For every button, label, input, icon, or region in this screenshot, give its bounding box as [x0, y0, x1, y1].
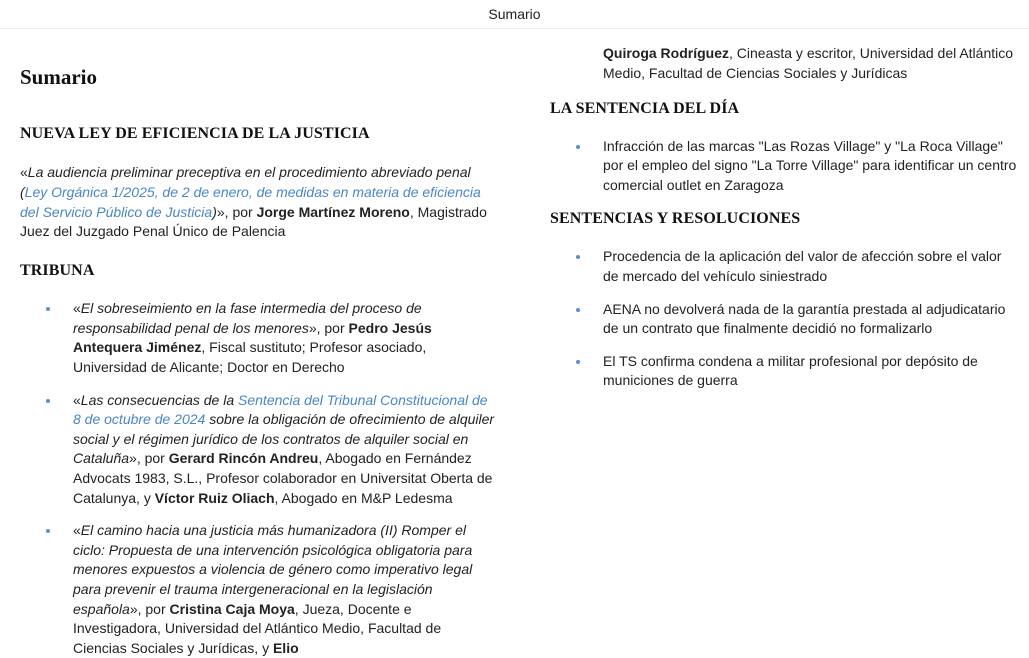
list-item[interactable]: Infracción de las marcas "Las Rozas Village" y "La Roca Village" por el empleo del signo "La Torre Village" para identificar un centro comercial outlet en Zaragoza: [550, 137, 1020, 196]
section-heading: NUEVA LEY DE EFICIENCIA DE LA JUSTICIA: [20, 125, 370, 142]
column-continuation: Quiroga Rodríguez, Cineasta y escritor, Universidad del Atlántico Medio, Facultad de Ciencias Sociales y Jurídicas: [603, 45, 1014, 81]
author-name: Quiroga Rodríguez: [603, 45, 729, 61]
article-title: La audiencia preliminar preceptiva en el procedimiento abreviado penal (: [20, 164, 471, 200]
author-name: Pedro Jesús Antequera Jiménez: [73, 319, 432, 356]
section-sentencias: [550, 210, 1020, 391]
section-heading: TRIBUNA: [20, 262, 95, 280]
list-item: «Las consecuencias de la Sentencia del Tribunal Constitucional de 8 de octubre de 2024 sobre la obligación de ofrecimiento de alquiler social y el régimen jurídico de los contratos de alquiler social en Cataluña», por Gerard Rincón Andreu, Abogado en Fernández Advocats 1983, S.L., Profesor colaborador en Universitat Oberta de Catalunya, y Víctor Ruiz Oliach, Abogado en M&P Ledesma: [20, 391, 495, 509]
list-item: «El camino hacia una justicia más humanizadora (II) Romper el ciclo: Propuesta de una intervención psicológica obligatoria para menores expuestos a violencia de género como imperativo legal para prevenir el trauma intergeneracional en la legislación española», por Cristina Caja Moya, Jueza, Docente e Investigadora, Universidad del Atlántico Medio, Facultad de Ciencias Sociales y Jurídicas, y Elio: [20, 521, 495, 658]
article-title: Las consecuencias de la: [80, 391, 239, 408]
author-name: Cristina Caja Moya: [169, 600, 295, 617]
author-name: Elio: [272, 639, 299, 656]
law-link[interactable]: Ley Orgánica 1/2025, de 2 de enero, de medidas en materia de eficiencia del Servicio Público de Justicia: [20, 183, 481, 220]
section-tribuna: [20, 262, 495, 658]
list-item[interactable]: AENA no devolverá nada de la garantía prestada al adjudicatario de un contrato que finalmente decidió no formalizarlo: [550, 300, 1020, 339]
author-name: Jorge Martínez Moreno: [256, 203, 410, 220]
right-column: [550, 44, 1020, 391]
section-sentencia-dia: [550, 100, 1020, 196]
author-name: Gerard Rincón Andreu: [168, 450, 319, 467]
list-item: «El sobreseimiento en la fase intermedia del proceso de responsabilidad penal de los menores», por Pedro Jesús Antequera Jiménez, Fiscal sustituto; Profesor asociado, Universidad de Alicante; Doctor en Derecho: [20, 299, 495, 377]
top-bar-title: Sumario: [488, 6, 541, 22]
section-heading: LA SENTENCIA DEL DÍA: [550, 99, 740, 117]
article-title: El camino hacia una justicia más humanizadora (II) Romper el ciclo: Propuesta de una intervención psicológica obligatoria para menores expuestos a violencia de género como imperativo legal para prevenir el trauma intergeneracional en la legislación española: [73, 522, 473, 617]
list-item[interactable]: El TS confirma condena a militar profesional por depósito de municiones de guerra: [550, 352, 1020, 391]
list-item[interactable]: Procedencia de la aplicación del valor de afección sobre el valor de mercado del vehículo siniestrado: [550, 247, 1020, 286]
section-heading: SENTENCIAS Y RESOLUCIONES: [550, 210, 801, 228]
sentencias-list: [550, 247, 1020, 391]
page-title: Sumario: [20, 65, 98, 89]
sentence-link[interactable]: Sentencia del Tribunal Constitucional de 8 de octubre de 2024: [73, 391, 488, 428]
sentencia-dia-list: [550, 137, 1020, 196]
section-nueva-ley: [20, 125, 495, 242]
top-bar: [0, 0, 1029, 29]
author-name: Víctor Ruiz Oliach: [154, 489, 275, 506]
tribuna-list: [20, 299, 495, 658]
article-entry: «La audiencia preliminar preceptiva en el procedimiento abreviado penal (Ley Orgánica 1/2025, de 2 de enero, de medidas en materia de eficiencia del Servicio Público de Justicia)», por Jorge Martínez Moreno, Magistrado Juez del Juzgado Penal Único de Palencia: [20, 164, 487, 240]
left-column: [20, 60, 495, 658]
article-title: El sobreseimiento en la fase intermedia del proceso de responsabilidad penal de los menores: [73, 300, 422, 336]
